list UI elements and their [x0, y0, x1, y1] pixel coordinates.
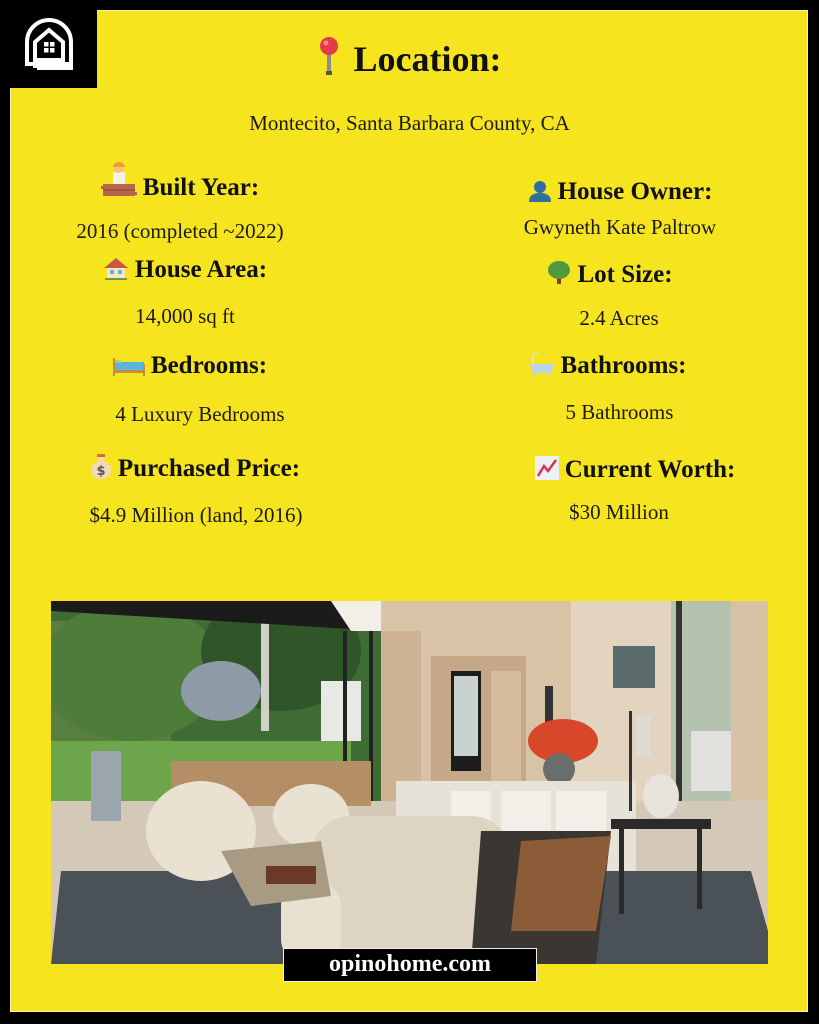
built-year-label: Built Year:	[142, 174, 260, 201]
house-area-value: 14,000 sq ft	[135, 304, 235, 328]
purchased-price-item	[60, 453, 330, 528]
current-worth-item	[530, 455, 740, 525]
bathrooms-value: 5 Bathrooms	[565, 400, 674, 424]
bed-icon	[113, 351, 145, 387]
location-value: Montecito, Santa Barbara County, CA	[249, 111, 570, 135]
house-logo-icon	[17, 14, 81, 76]
house-icon	[103, 256, 129, 289]
current-worth-value: $30 Million	[569, 500, 669, 524]
house-area-label: House Area:	[134, 256, 268, 283]
bathtub-icon	[529, 352, 555, 385]
pushpin-icon	[318, 35, 340, 90]
money-bag-icon	[90, 453, 112, 488]
built-year-item	[50, 162, 310, 244]
bedrooms-value: 4 Luxury Bedrooms	[115, 402, 285, 426]
lot-size-value: 2.4 Acres	[579, 306, 659, 330]
purchased-price-label: Purchased Price:	[117, 455, 301, 482]
lot-size-label: Lot Size:	[577, 261, 673, 288]
site-watermark[interactable]: opinohome.com	[283, 948, 537, 982]
house-interior-photo	[51, 601, 768, 964]
bedrooms-label: Bedrooms:	[150, 352, 268, 379]
chart-increasing-icon	[535, 456, 559, 488]
built-year-value: 2016 (completed ~2022)	[76, 219, 284, 243]
house-area-item	[60, 254, 310, 329]
bathrooms-label: Bathrooms:	[560, 352, 687, 379]
bathrooms-item	[515, 350, 700, 425]
bedrooms-item	[60, 348, 320, 427]
current-worth-label: Current Worth:	[564, 456, 736, 483]
builder-icon	[101, 162, 137, 209]
lot-size-item	[510, 259, 710, 331]
site-logo[interactable]	[0, 0, 97, 88]
location-title: Location:	[353, 39, 502, 79]
person-icon	[528, 179, 552, 211]
svg-text:$: $	[96, 464, 106, 479]
location-heading	[0, 34, 819, 90]
purchased-price-value: $4.9 Million (land, 2016)	[89, 503, 303, 527]
house-owner-value: Gwyneth Kate Paltrow	[523, 215, 717, 239]
house-owner-label: House Owner:	[557, 178, 713, 205]
house-owner-item	[500, 176, 740, 240]
tree-icon	[547, 259, 571, 294]
